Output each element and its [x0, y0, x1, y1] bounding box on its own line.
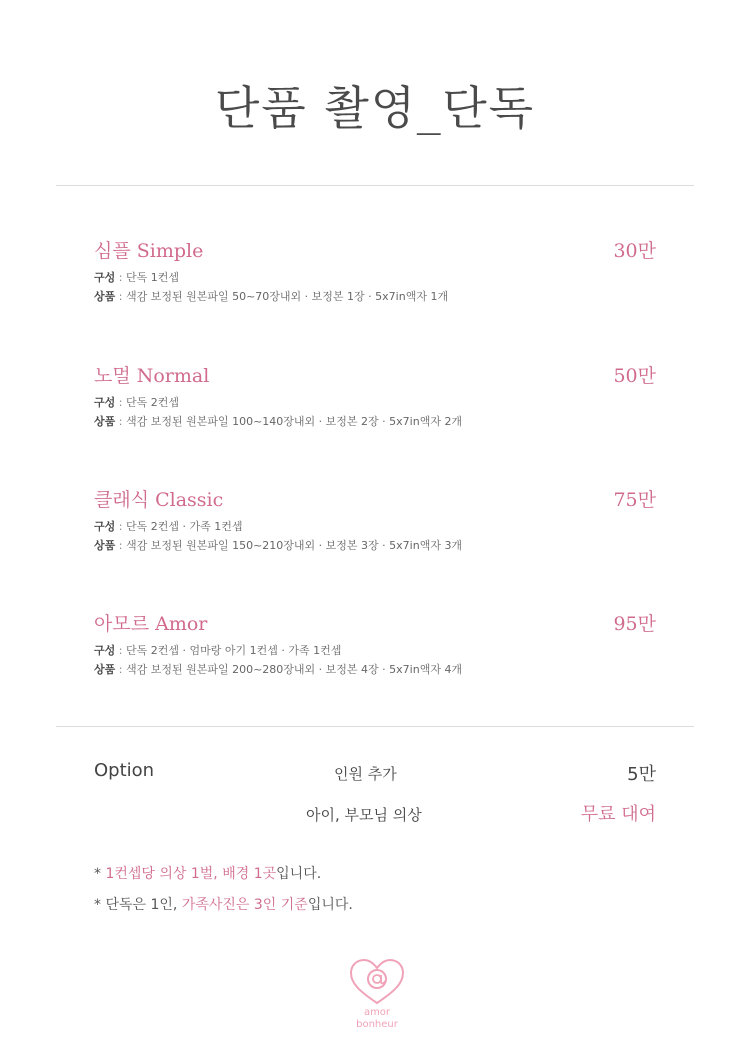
- option-price-extra-person: 5만: [627, 764, 656, 785]
- package-price: 50만: [613, 365, 656, 387]
- package-product: 상품 : 색감 보정된 원본파일 100~140장내외 · 보정본 2장 · 5x7in액자 2개: [94, 415, 463, 428]
- option-label: Option: [94, 760, 155, 781]
- package-product: 상품 : 색감 보정된 원본파일 200~280장내외 · 보정본 4장 · 5x7in액자 4개: [94, 663, 463, 676]
- logo-text-amor: amor: [363, 1007, 391, 1018]
- option-item-costume: 아이, 부모님 의상: [306, 806, 422, 824]
- package-price: 30만: [613, 240, 656, 262]
- package-composition: 구성 : 단독 2컨셉 · 엄마랑 아기 1컨셉 · 가족 1컨셉: [94, 644, 342, 657]
- package-composition: 구성 : 단독 1컨셉: [94, 271, 179, 284]
- package-name: 클래식 Classic: [94, 489, 224, 511]
- option-divider: [56, 726, 694, 727]
- package-simple: [94, 236, 656, 306]
- package-name: 노멀 Normal: [94, 365, 210, 387]
- package-normal: [94, 361, 656, 431]
- package-product: 상품 : 색감 보정된 원본파일 150~210장내외 · 보정본 3장 · 5x7in액자 3개: [94, 539, 463, 552]
- heart-at-logo-icon: [345, 955, 409, 1031]
- package-price: 75만: [613, 489, 656, 511]
- option-price-costume: 무료 대여: [580, 804, 656, 825]
- logo-text-bonheur: bonheur: [356, 1019, 398, 1030]
- top-divider: [56, 185, 694, 186]
- note-headcount: * 단독은 1인, 가족사진은 3인 기준입니다.: [94, 897, 353, 913]
- package-price: 95만: [613, 613, 656, 635]
- package-composition: 구성 : 단독 2컨셉 · 가족 1컨셉: [94, 520, 243, 533]
- package-name: 아모르 Amor: [94, 613, 208, 635]
- page-title: 단품 촬영_단독: [214, 81, 536, 135]
- note-costume-background: * 1컨셉당 의상 1벌, 배경 1곳입니다.: [94, 866, 322, 882]
- package-product: 상품 : 색감 보정된 원본파일 50~70장내외 · 보정본 1장 · 5x7in액자 1개: [94, 290, 449, 303]
- package-amor: [94, 609, 656, 679]
- package-composition: 구성 : 단독 2컨셉: [94, 396, 179, 409]
- option-item-extra-person: 인원 추가: [334, 765, 397, 783]
- brand-logo: [345, 955, 409, 1031]
- package-name: 심플 Simple: [94, 240, 204, 262]
- package-classic: [94, 485, 656, 555]
